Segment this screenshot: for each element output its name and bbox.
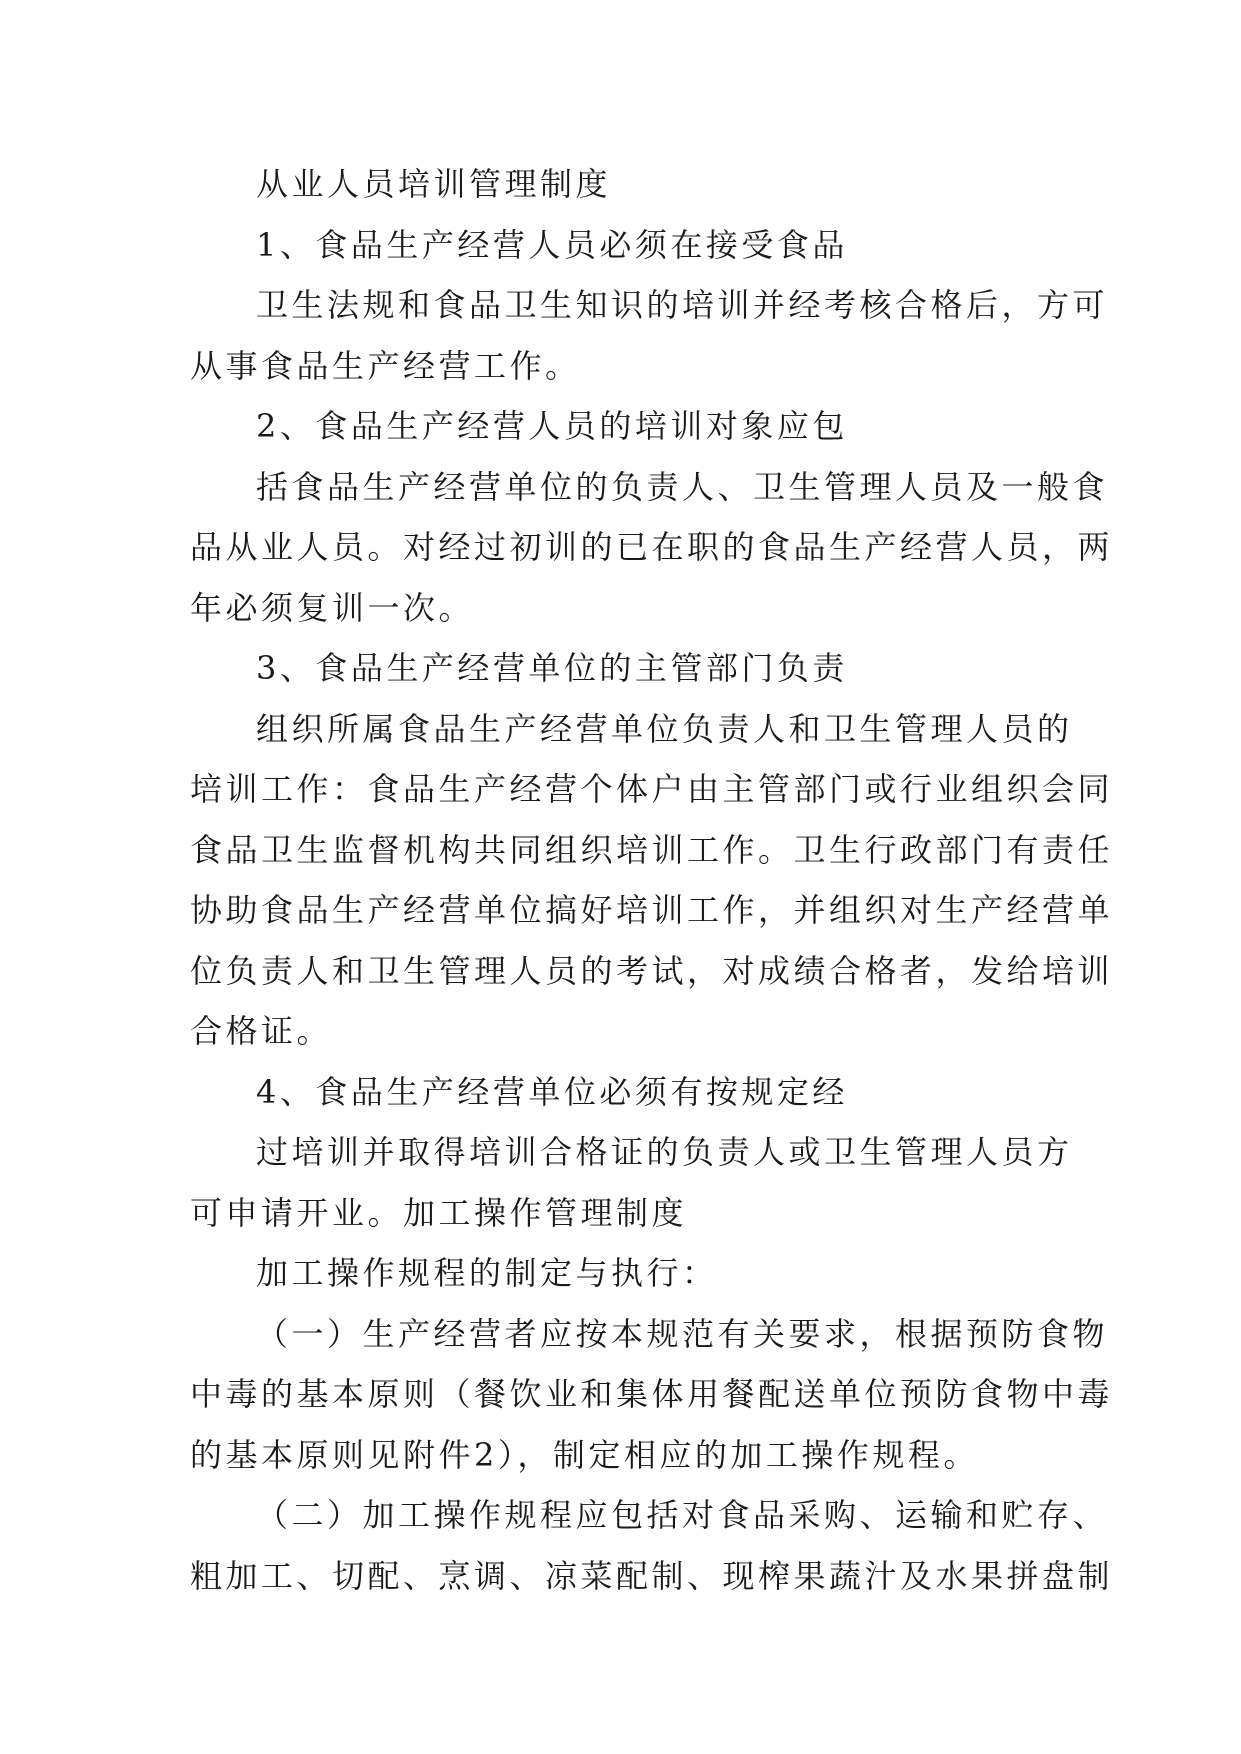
text-line: 粗加工、切配、烹调、凉菜配制、现榨果蔬汁及水果拼盘制 bbox=[190, 1556, 1114, 1595]
text-line: （一）生产经营者应按本规范有关要求，根据预防食物 bbox=[256, 1314, 1109, 1353]
text-line: 过培训并取得培训合格证的负责人或卫生管理人员方 bbox=[256, 1133, 1073, 1171]
text-line: 2、食品生产经营人员的培训对象应包 bbox=[256, 407, 848, 445]
text-line: 从业人员培训管理制度 bbox=[256, 165, 612, 203]
text-line: 1、食品生产经营人员必须在接受食品 bbox=[256, 225, 848, 264]
document-body bbox=[190, 154, 1114, 1606]
text-line: 可申请开业。加工操作管理制度 bbox=[190, 1193, 688, 1232]
text-line: 加工操作规程的制定与执行： bbox=[256, 1254, 718, 1292]
text-line: 食品卫生监督机构共同组织培训工作。卫生行政部门有责任 bbox=[190, 830, 1114, 869]
text-line: 位负责人和卫生管理人员的考试，对成绩合格者，发给培训 bbox=[190, 951, 1114, 990]
text-line: 从事食品生产经营工作。 bbox=[190, 346, 581, 385]
text-line: 合格证。 bbox=[190, 1012, 333, 1050]
text-line: 品从业人员。对经过初训的已在职的食品生产经营人员，两 bbox=[190, 528, 1114, 566]
text-line: 组织所属食品生产经营单位负责人和卫生管理人员的 bbox=[256, 709, 1073, 748]
text-line: 卫生法规和食品卫生知识的培训并经考核合格后，方可 bbox=[256, 286, 1109, 324]
text-line: 年必须复训一次。 bbox=[190, 588, 475, 627]
text-line: 的基本原则见附件2），制定相应的加工操作规程。 bbox=[190, 1435, 979, 1474]
text-line: 括食品生产经营单位的负责人、卫生管理人员及一般食 bbox=[256, 467, 1109, 506]
text-line: 4、食品生产经营单位必须有按规定经 bbox=[256, 1072, 848, 1111]
text-line: 协助食品生产经营单位搞好培训工作，并组织对生产经营单 bbox=[190, 891, 1114, 929]
text-line: （二）加工操作规程应包括对食品采购、运输和贮存、 bbox=[256, 1496, 1109, 1534]
text-line: 3、食品生产经营单位的主管部门负责 bbox=[256, 649, 848, 687]
text-line: 培训工作：食品生产经营个体户由主管部门或行业组织会同 bbox=[190, 770, 1114, 808]
text-line: 中毒的基本原则（餐饮业和集体用餐配送单位预防食物中毒 bbox=[190, 1375, 1114, 1413]
